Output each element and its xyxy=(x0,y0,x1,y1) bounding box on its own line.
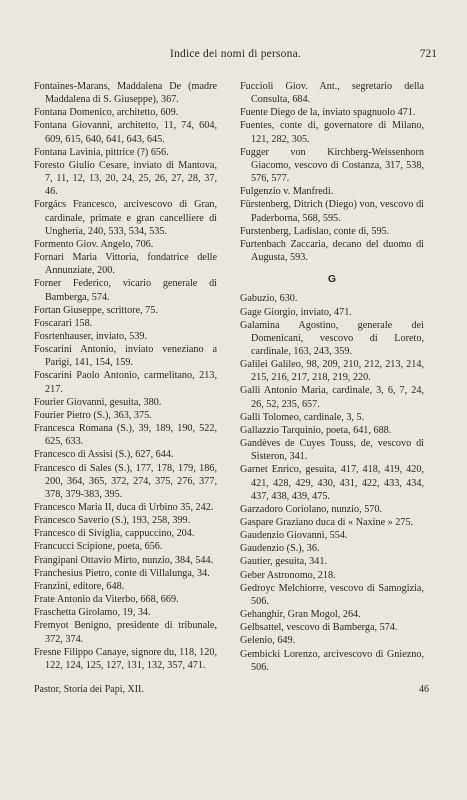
index-entry: Fortan Giuseppe, scrittore, 75. xyxy=(34,304,158,316)
index-entry: Foscarini Antonio, inviato veneziano a Parigi, 141, 154, 159. xyxy=(34,344,217,369)
index-entry: Fornari Maria Vittoria, fondatrice delle Annunziate, 200. xyxy=(34,252,217,277)
index-entries-f xyxy=(240,80,424,264)
index-entry: Forgács Francesco, arcivescovo di Gran, cardinale, primate e gran cancelliere di Ungheria, 240, 533, 534, 535. xyxy=(34,199,217,237)
index-entry: Garzadoro Coriolano, nunzio, 570. xyxy=(240,503,383,515)
index-entry: Frangipani Ottavio Mirto, nunzio, 384, 544. xyxy=(34,554,214,566)
index-entry: Gembicki Lorenzo, arcivescovo di Gniezno, 506. xyxy=(240,648,424,673)
index-entry: Foresto Giulio Cesare, inviato di Mantova, 7, 11, 12, 13, 20, 24, 25, 26, 27, 28, 37, 46. xyxy=(34,159,217,198)
index-entry: Fourier Pietro (S.), 363, 375. xyxy=(34,409,152,421)
index-entry: Fontana Domenico, architetto, 609. xyxy=(34,107,179,119)
index-entry: Fontana Lavinia, pittrice (?) 656. xyxy=(34,146,169,158)
page-footer xyxy=(34,684,437,698)
index-entry: Formento Giov. Angelo, 706. xyxy=(34,238,154,250)
index-entry: Francucci Scipione, poeta, 656. xyxy=(34,541,163,553)
index-entry: Fontana Giovanni, architetto, 11, 74, 604, 609, 615, 640, 641, 643, 645. xyxy=(34,120,217,145)
index-entry: Furstenberg, Ladislao, conte di, 595. xyxy=(240,225,390,237)
index-entry: Fresne Filippo Canaye, signore du, 118, 120, 122, 124, 125, 127, 131, 132, 357, 471. xyxy=(34,646,217,671)
running-header xyxy=(34,48,437,64)
index-entry: Foscarari 158. xyxy=(34,317,93,329)
index-entry: Fürstenberg, Ditrich (Diego) von, vescovo di Paderborna, 568, 595. xyxy=(240,199,424,224)
index-entry: Fremyot Benigno, presidente di tribunale, 372, 374. xyxy=(34,620,217,645)
index-entry: Franchesius Pietro, conte di Villalunga, 34. xyxy=(34,567,210,579)
index-entry: Fugger von Kirchberg-Weissenhorn Giacomo, vescovo di Costanza, 317, 538, 576, 577. xyxy=(240,146,424,185)
index-entry: Frate Antonio da Viterbo, 668, 669. xyxy=(34,594,179,606)
index-entry: Gautier, gesuita, 341. xyxy=(240,556,328,568)
index-entry: Gelbsattel, vescovo di Bamberga, 574. xyxy=(240,622,398,634)
index-entry: Galilei Galileo, 98, 209, 210, 212, 213, 214, 215, 216, 217, 218, 219, 220. xyxy=(240,359,424,384)
index-entry: Francesca Romana (S.), 39, 189, 190, 522, 625, 633. xyxy=(34,423,217,448)
index-entry: Furtenbach Zaccaria, decano del duomo di Augusta, 593. xyxy=(240,238,424,264)
index-entry: Gaudenzio (S.), 36. xyxy=(240,543,320,555)
footer-signature: 46 xyxy=(419,684,429,695)
footer-source: Pastor, Storia dei Papi, XII. xyxy=(34,684,144,695)
index-entry: Francesco di Siviglia, cappuccino, 204. xyxy=(34,528,195,540)
index-entry: Franzini, editore, 648. xyxy=(34,580,125,592)
index-entry: Gedroyc Melchiorre, vescovo di Samogizia, 506. xyxy=(240,582,424,607)
page-title: Indice dei nomi di persona. xyxy=(170,48,301,60)
index-entry: Fulgenzio v. Manfredi. xyxy=(240,186,334,198)
index-entry: Galli Tolomeo, cardinale, 3, 5. xyxy=(240,411,365,423)
index-entry: Fuccioli Giov. Ant., segretario della Consulta, 684. xyxy=(240,81,424,106)
index-entry: Fraschetta Girolamo, 19, 34. xyxy=(34,607,151,619)
index-entry: Fuente Diego de la, inviato spagnuolo 471. xyxy=(240,107,416,119)
index-entry: Fourier Giovanni, gesuita, 380. xyxy=(34,396,162,408)
index-entry: Geber Astronomo, 218. xyxy=(240,569,336,581)
index-entry: Gabuzio, 630. xyxy=(240,293,298,305)
index-entries-g xyxy=(240,292,424,674)
index-entry: Galamina Agostino, generale dei Domenicani, vescovo di Loreto, cardinale, 163, 243, 359. xyxy=(240,319,424,357)
index-entry: Gandèves de Cuyes Touss, de, vescovo di Sisteron, 341. xyxy=(240,438,424,463)
index-entry: Galli Antonio Maria, cardinale, 3, 6, 7, 24, 26, 52, 235, 657. xyxy=(240,385,424,410)
index-entry: Gehanghir, Gran Mogol, 264. xyxy=(240,609,361,621)
section-letter: G xyxy=(327,273,337,286)
index-entry: Gelenio, 649. xyxy=(240,635,296,647)
index-entry: Francesco Maria II, duca di Urbino 35, 242. xyxy=(34,502,214,513)
index-entry: Fuentes, conte di, governatore di Milano, 121, 282, 305. xyxy=(240,120,424,145)
index-entry: Forner Federico, vicario generale di Bamberga, 574. xyxy=(34,278,217,303)
index-entry: Fosrtenhauser, inviato, 539. xyxy=(34,330,148,342)
index-column-right xyxy=(240,80,424,674)
index-entry: Fontaines-Marans, Maddalena De (madre Maddalena di S. Giuseppe), 367. xyxy=(34,81,217,106)
index-column-left xyxy=(34,80,217,672)
index-entry: Gaudenzio Giovanni, 554. xyxy=(240,530,348,542)
index-entry: Francesco Saverio (S.), 193, 258, 399. xyxy=(34,515,191,527)
index-entry: Foscarini Paolo Antonio, carmelitano, 213, 217. xyxy=(34,370,217,395)
index-entry: Gage Giorgio, inviato, 471. xyxy=(240,306,352,318)
page-number: 721 xyxy=(419,48,437,60)
index-entry: Francesco di Assisi (S.), 627, 644. xyxy=(34,449,174,461)
index-entry: Garnet Enrico, gesuita, 417, 418, 419, 420, 421, 428, 429, 430, 431, 422, 433, 434, 437, 438, 439, 475. xyxy=(240,464,424,502)
index-entry: Francesco di Sales (S.), 177, 178, 179, 186, 200, 364, 365, 372, 274, 375, 276, 377, 378, 379-383, 395. xyxy=(34,462,217,500)
index-entry: Gallazzio Tarquinio, poeta, 641, 688. xyxy=(240,424,392,436)
index-entry: Gaspare Graziano duca di « Naxine » 275. xyxy=(240,517,414,528)
